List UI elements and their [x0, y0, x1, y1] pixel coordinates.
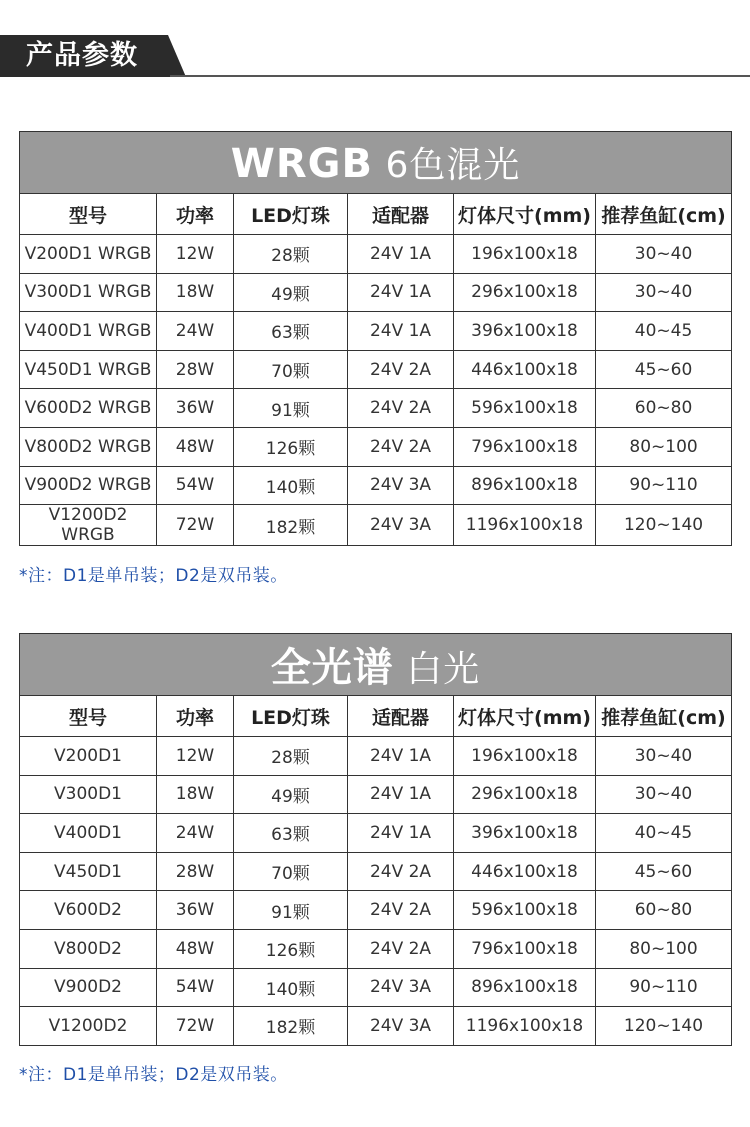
table-cell: 40~45 [596, 814, 732, 853]
table-cell: 30~40 [596, 737, 732, 776]
table-cell: 24V 3A [348, 466, 454, 505]
table-cell: 120~140 [596, 1007, 732, 1046]
table-cell: V900D2 [20, 968, 157, 1007]
table-row [20, 852, 732, 891]
table-cell: 24W [157, 312, 234, 351]
table-cell: 24V 2A [348, 891, 454, 930]
table-cell: V800D2 [20, 929, 157, 968]
table-title [20, 634, 732, 696]
column-header: 功率 [157, 194, 234, 235]
table-cell: 45~60 [596, 852, 732, 891]
column-header: 灯体尺寸(mm) [454, 696, 596, 737]
table-row [20, 929, 732, 968]
section-title: 产品参数 [26, 40, 138, 71]
table-cell: 28W [157, 350, 234, 389]
table-cell: 24V 1A [348, 814, 454, 853]
table-note: *注：D1是单吊装；D2是双吊装。 [19, 566, 288, 586]
table-cell: 796x100x18 [454, 929, 596, 968]
table-cell: 18W [157, 775, 234, 814]
table-cell: 596x100x18 [454, 891, 596, 930]
table-cell: V900D2 WRGB [20, 466, 157, 505]
table-cell: 596x100x18 [454, 389, 596, 428]
table-cell: 70颗 [234, 852, 348, 891]
table-cell: 45~60 [596, 350, 732, 389]
column-header: 适配器 [348, 194, 454, 235]
table-row [20, 775, 732, 814]
table-cell: 91颗 [234, 389, 348, 428]
section-header [0, 35, 750, 77]
table-cell: V400D1 WRGB [20, 312, 157, 351]
table-cell: 36W [157, 389, 234, 428]
table-row [20, 466, 732, 505]
table-cell: V600D2 WRGB [20, 389, 157, 428]
table-cell: 40~45 [596, 312, 732, 351]
column-header: 功率 [157, 696, 234, 737]
table-title-strong: WRGB [230, 141, 373, 187]
table-cell: V600D2 [20, 891, 157, 930]
table-cell: 28颗 [234, 235, 348, 274]
table-cell: 1196x100x18 [454, 1007, 596, 1046]
table-cell: 90~110 [596, 466, 732, 505]
table-cell: 140颗 [234, 968, 348, 1007]
table-cell: 49颗 [234, 775, 348, 814]
table-row [20, 350, 732, 389]
column-header: LED灯珠 [234, 194, 348, 235]
table-title-strong: 全光谱 [270, 645, 394, 691]
spec-table-wrgb [19, 131, 732, 546]
table-cell: 796x100x18 [454, 427, 596, 466]
table-cell: 140颗 [234, 466, 348, 505]
table-cell: 182颗 [234, 1007, 348, 1046]
column-header: LED灯珠 [234, 696, 348, 737]
table-cell: V1200D2 WRGB [20, 505, 157, 546]
table-cell: 24W [157, 814, 234, 853]
table-row [20, 235, 732, 274]
table-cell: V400D1 [20, 814, 157, 853]
table-cell: 63颗 [234, 312, 348, 351]
table-cell: 80~100 [596, 929, 732, 968]
table-cell: 296x100x18 [454, 273, 596, 312]
table-cell: 49颗 [234, 273, 348, 312]
table-cell: 30~40 [596, 273, 732, 312]
table-cell: 90~110 [596, 968, 732, 1007]
table-cell: 48W [157, 427, 234, 466]
column-header: 灯体尺寸(mm) [454, 194, 596, 235]
table-cell: 54W [157, 968, 234, 1007]
column-header: 型号 [20, 194, 157, 235]
column-header: 适配器 [348, 696, 454, 737]
table-row [20, 427, 732, 466]
table-cell: V200D1 WRGB [20, 235, 157, 274]
table-cell: 91颗 [234, 891, 348, 930]
table-cell: 60~80 [596, 389, 732, 428]
table-header-row [20, 696, 732, 737]
table-note: *注：D1是单吊装；D2是双吊装。 [19, 1065, 288, 1085]
table-row [20, 505, 732, 546]
table-cell: V200D1 [20, 737, 157, 776]
table-cell: 446x100x18 [454, 852, 596, 891]
table-cell: 126颗 [234, 929, 348, 968]
table-cell: 24V 3A [348, 505, 454, 546]
table-cell: 63颗 [234, 814, 348, 853]
table-cell: 36W [157, 891, 234, 930]
table-cell: 24V 1A [348, 312, 454, 351]
table-cell: 446x100x18 [454, 350, 596, 389]
table-cell: 24V 2A [348, 350, 454, 389]
table-cell: 396x100x18 [454, 312, 596, 351]
table-cell: 24V 2A [348, 427, 454, 466]
table-cell: 12W [157, 737, 234, 776]
table-cell: 126颗 [234, 427, 348, 466]
column-header: 推荐鱼缸(cm) [596, 696, 732, 737]
table-cell: 24V 1A [348, 775, 454, 814]
table-title-rest: 白光 [406, 649, 481, 690]
table-cell: 18W [157, 273, 234, 312]
table-cell: 60~80 [596, 891, 732, 930]
table-cell: 896x100x18 [454, 466, 596, 505]
table-cell: 896x100x18 [454, 968, 596, 1007]
table-row [20, 312, 732, 351]
table-cell: V800D2 WRGB [20, 427, 157, 466]
table-row [20, 891, 732, 930]
table-cell: 70颗 [234, 350, 348, 389]
table-cell: 396x100x18 [454, 814, 596, 853]
table-cell: V1200D2 [20, 1007, 157, 1046]
table-row [20, 814, 732, 853]
spec-table-full-spectrum [19, 633, 732, 1046]
table-cell: 54W [157, 466, 234, 505]
table-cell: 196x100x18 [454, 235, 596, 274]
column-header: 推荐鱼缸(cm) [596, 194, 732, 235]
table-cell: V450D1 [20, 852, 157, 891]
header-divider [170, 75, 750, 77]
table-header-row [20, 194, 732, 235]
column-header: 型号 [20, 696, 157, 737]
table-cell: 28颗 [234, 737, 348, 776]
table-row [20, 389, 732, 428]
table-cell: V300D1 WRGB [20, 273, 157, 312]
table-cell: 24V 1A [348, 235, 454, 274]
table-row [20, 968, 732, 1007]
table-cell: 24V 1A [348, 737, 454, 776]
table-cell: 30~40 [596, 235, 732, 274]
table-cell: 28W [157, 852, 234, 891]
table-cell: 48W [157, 929, 234, 968]
table-cell: 30~40 [596, 775, 732, 814]
table-cell: V450D1 WRGB [20, 350, 157, 389]
table-cell: V300D1 [20, 775, 157, 814]
table-cell: 196x100x18 [454, 737, 596, 776]
table-title [20, 132, 732, 194]
table-title-rest: 6色混光 [385, 145, 521, 186]
table-cell: 24V 1A [348, 273, 454, 312]
table-cell: 72W [157, 1007, 234, 1046]
table-cell: 24V 2A [348, 389, 454, 428]
table-cell: 296x100x18 [454, 775, 596, 814]
table-cell: 1196x100x18 [454, 505, 596, 546]
table-cell: 72W [157, 505, 234, 546]
table-cell: 80~100 [596, 427, 732, 466]
table-cell: 182颗 [234, 505, 348, 546]
table-cell: 120~140 [596, 505, 732, 546]
table-cell: 24V 2A [348, 929, 454, 968]
table-row [20, 273, 732, 312]
table-cell: 24V 2A [348, 852, 454, 891]
table-row [20, 1007, 732, 1046]
table-row [20, 737, 732, 776]
table-cell: 24V 3A [348, 1007, 454, 1046]
table-cell: 24V 3A [348, 968, 454, 1007]
table-cell: 12W [157, 235, 234, 274]
